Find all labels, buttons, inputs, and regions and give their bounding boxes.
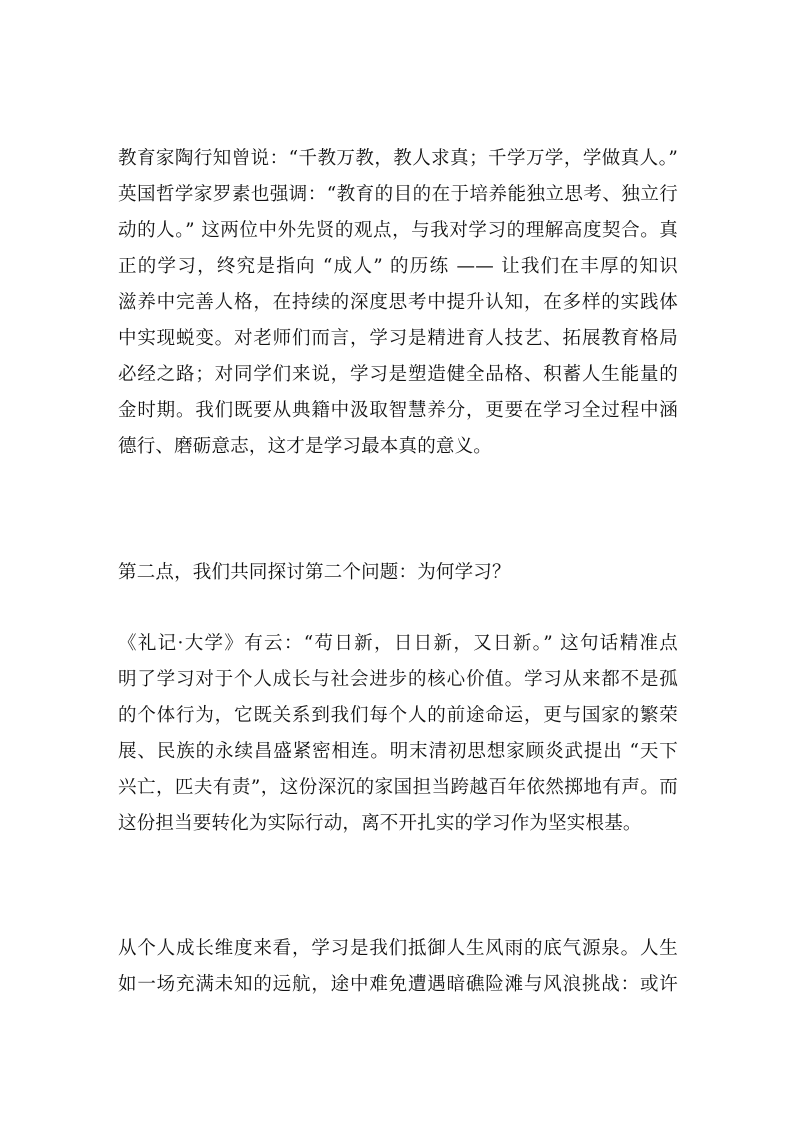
paragraph-line: 必经之路；对同学们来说，学习是塑造健全品格、积蓄人生能量的 (118, 364, 678, 385)
paragraph-line: 从个人成长维度来看，学习是我们抵御人生风雨的底气源泉。人生 (118, 938, 678, 959)
paragraph-line: 这份担当要转化为实际行动，离不开扎实的学习作为坚实根基。 (118, 813, 642, 834)
paragraph-1 (118, 141, 678, 465)
paragraph-line: 德行、磨砺意志，这才是学习最本真的意义。 (118, 436, 493, 457)
section-heading-paragraph (118, 555, 678, 591)
paragraph-line: 金时期。我们既要从典籍中汲取智慧养分，更要在学习全过程中涵 (118, 400, 678, 421)
paragraph-line: 滋养中完善人格，在持续的深度思考中提升认知，在多样的实践体 (118, 292, 678, 313)
paragraph-line: 动的人。” 这两位中外先贤的观点，与我对学习的理解高度契合。真 (118, 220, 678, 241)
paragraph-line: 的个体行为，它既关系到我们每个人的前途命运，更与国家的繁荣 (118, 705, 678, 726)
paragraph-line: 教育家陶行知曾说：“千教万教，教人求真；千学万学，学做真人。” (118, 148, 678, 169)
paragraph-line: 如一场充满未知的远航，途中难免遭遇暗礁险滩与风浪挑战：或许 (118, 974, 678, 995)
paragraph-line: 兴亡，匹夫有责”，这份深沉的家国担当跨越百年依然掷地有声。而 (118, 777, 678, 798)
paragraph-3 (118, 626, 678, 842)
paragraph-line: 中实现蜕变。对老师们而言，学习是精进育人技艺、拓展教育格局 (118, 328, 678, 349)
paragraph-line: 第二点，我们共同探讨第二个问题：为何学习？ (118, 562, 511, 583)
paragraph-4 (118, 931, 678, 1003)
paragraph-line: 正的学习，终究是指向 “成人” 的历练 —— 让我们在丰厚的知识 (118, 256, 678, 277)
paragraph-line: 英国哲学家罗素也强调：“教育的目的在于培养能独立思考、独立行 (118, 184, 678, 205)
paragraph-line: 《礼记·大学》有云：“苟日新，日日新，又日新。” 这句话精准点 (118, 633, 678, 654)
paragraph-line: 明了学习对于个人成长与社会进步的核心价值。学习从来都不是孤 (118, 669, 678, 690)
paragraph-line: 展、民族的永续昌盛紧密相连。明末清初思想家顾炎武提出 “天下 (118, 741, 678, 762)
